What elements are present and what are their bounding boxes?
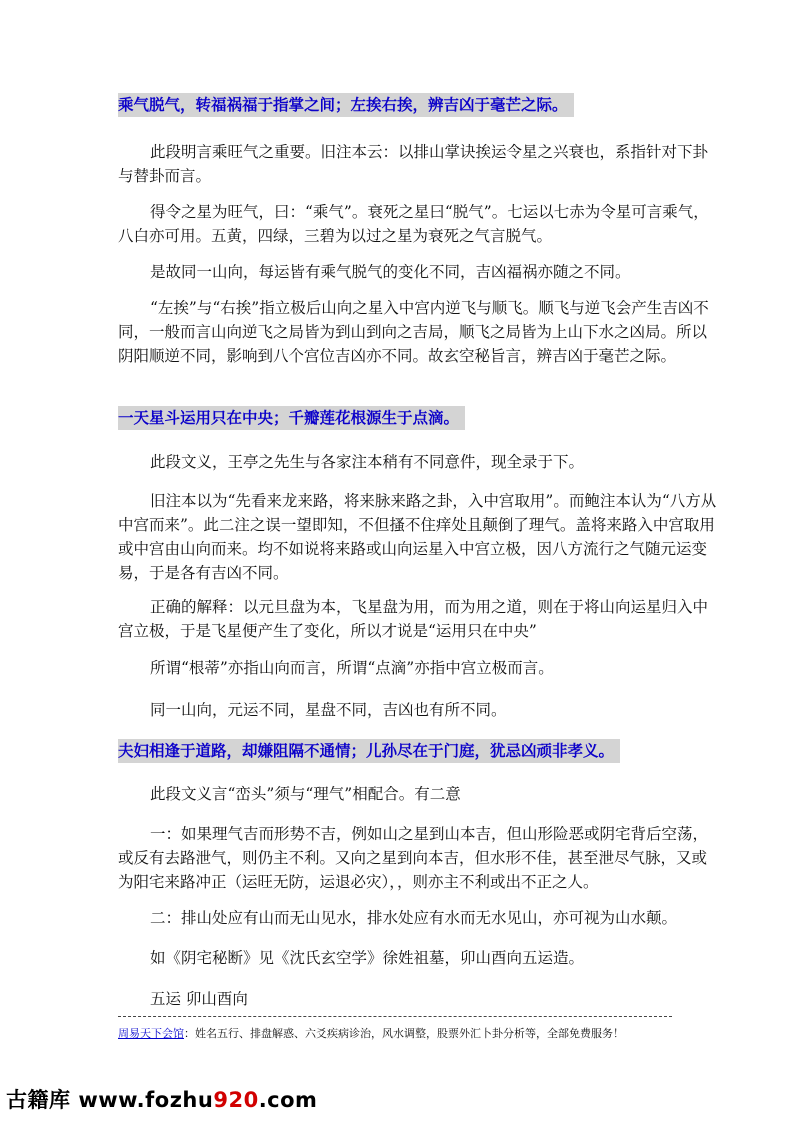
watermark-url-suffix: .com bbox=[258, 1088, 318, 1112]
paragraph: 同一山向，元运不同，星盘不同，吉凶也有所不同。 bbox=[150, 701, 507, 719]
watermark bbox=[6, 1086, 317, 1114]
section-heading-1: 乘气脱气，转福祸福于指掌之间；左挨右挨，辨吉凶于毫芒之际。 bbox=[118, 93, 574, 117]
paragraph: 正确的解释：以元旦盘为本，飞星盘为用，而为用之道，则在于将山向运星归入中宫立极，于是飞星便产生了变化，所以才说是“运用只在中央” bbox=[118, 598, 709, 640]
paragraph: 是故同一山向，每运皆有乘气脱气的变化不同，吉凶福祸亦随之不同。 bbox=[150, 263, 631, 281]
footer-text: ：姓名五行、排盘解惑、六爻疾病诊治，风水调整，股票外汇卜卦分析等，全部免费服务！ bbox=[184, 1027, 624, 1040]
watermark-name: 古籍库 bbox=[6, 1088, 71, 1112]
paragraph: 得令之星为旺气，曰：“乘气”。衰死之星曰“脱气”。七运以七赤为令星可言乘气，八白亦可用。五黄，四绿，三碧为以过之星为衰死之气言脱气。 bbox=[118, 203, 709, 245]
paragraph: 此段文义，王亭之先生与各家注本稍有不同意件，现全录于下。 bbox=[150, 453, 585, 471]
paragraph: 一：如果理气吉而形势不吉，例如山之星到山本吉，但山形险恶或阴宅背后空荡，或反有去路泄气，则仍主不利。又向之星到向本吉，但水形不佳，甚至泄尽气脉，又或为阳宅来路冲正（运旺无防，运退必灾），，则亦主不利或出不正之人。 bbox=[118, 825, 709, 891]
footer-divider bbox=[118, 1016, 672, 1017]
watermark-url-prefix: www.fozhu bbox=[78, 1088, 214, 1112]
section-heading-3: 夫妇相逢于道路，却嫌阻隔不通情；儿孙尽在于门庭，犹忌凶顽非孝义。 bbox=[118, 739, 620, 763]
paragraph: 如《阴宅秘断》见《沈氏玄空学》徐姓祖墓，卯山酉向五运造。 bbox=[150, 949, 585, 967]
watermark-url-number: 920 bbox=[213, 1088, 259, 1112]
paragraph: 旧注本以为“先看来龙来路，将来脉来路之卦，入中宫取用”。而鲍注本认为“八方从中宫而来”。此二注之误一望即知，不但搔不住痒处且颠倒了理气。盖将来路入中宫取用或中宫由山向而来。均不如说将来路或山向运星入中宫立极，因八方流行之气随元运变易，于是各有吉凶不同。 bbox=[118, 492, 717, 582]
footer bbox=[118, 1026, 624, 1042]
section-heading-2: 一天星斗运用只在中央；千瓣莲花根源生于点滴。 bbox=[118, 406, 465, 430]
paragraph: “左挨”与“右挨”指立极后山向之星入中宫内逆飞与顺飞。顺飞与逆飞会产生吉凶不同，一般而言山向逆飞之局皆为到山到向之吉局，顺飞之局皆为上山下水之凶局。所以阴阳顺逆不同，影响到八个宫位吉凶亦不同。故玄空秘旨言，辨吉凶于毫芒之际。 bbox=[118, 299, 709, 365]
paragraph: 二：排山处应有山而无山见水，排水处应有水而无水见山，亦可视为山水颠。 bbox=[150, 909, 678, 927]
paragraph: 此段文义言“峦头”须与“理气”相配合。有二意 bbox=[150, 785, 461, 803]
paragraph: 五运 卯山酉向 bbox=[150, 990, 248, 1008]
paragraph: 此段明言乘旺气之重要。旧注本云：以排山掌诀挨运令星之兴衰也，系指针对下卦与替卦而言。 bbox=[118, 143, 709, 185]
footer-link[interactable]: 周易天下会馆 bbox=[118, 1027, 184, 1040]
paragraph: 所谓“根蒂”亦指山向而言，所谓“点滴”亦指中宫立极而言。 bbox=[150, 659, 554, 677]
